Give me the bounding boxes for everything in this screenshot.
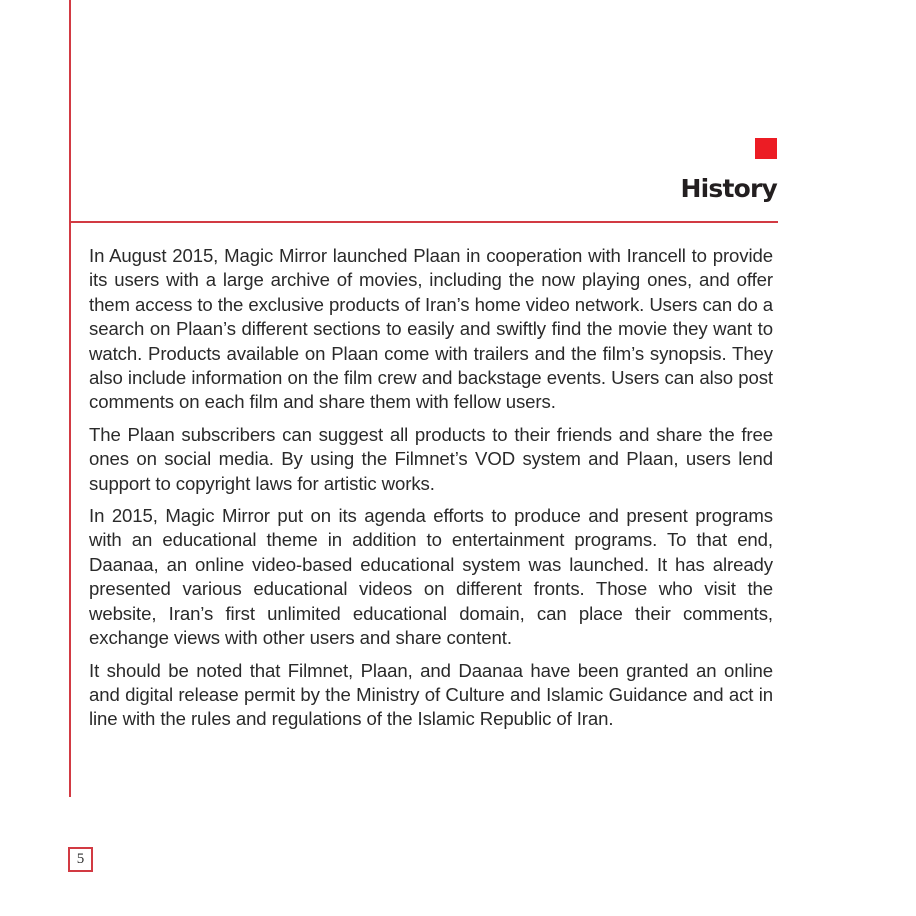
paragraph: In 2015, Magic Mirror put on its agenda efforts to produce and present programs with an educational theme in addition to entertainment programs. To that end, Daanaa, an online video-based educational system was launched. It has already presented various educational videos on different fronts. Those who visit the website, Iran’s first unlimited educational domain, can place their comments, exchange views with other users and share content. — [89, 505, 773, 649]
body-text — [89, 244, 773, 740]
page-title: History — [680, 174, 777, 203]
paragraph: The Plaan subscribers can suggest all products to their friends and share the free ones on social media. By using the Filmnet’s VOD system and Plaan, users lend support to copyright laws for artistic works. — [89, 423, 773, 494]
section-marker-square-icon — [755, 138, 777, 159]
left-margin-rule — [69, 0, 71, 797]
paragraph: In August 2015, Magic Mirror launched Plaan in cooperation with Irancell to provide its users with a large archive of movies, including the now playing ones, and offer them access to the exclusive products of Iran’s home video network. Users can do a search on Plaan’s different sections to easily and swiftly find the movie they want to watch. Products available on Plaan come with trailers and the film’s synopsis. They also include information on the film crew and backstage events. Users can also post comments on each film and share them with fellow users. — [89, 245, 773, 413]
heading-underline-rule — [69, 221, 778, 223]
paragraph: It should be noted that Filmnet, Plaan, and Daanaa have been granted an online and digital release permit by the Ministry of Culture and Islamic Guidance and act in line with the rules and regulations of the Islamic Republic of Iran. — [89, 659, 773, 730]
page-number: 5 — [68, 847, 93, 872]
